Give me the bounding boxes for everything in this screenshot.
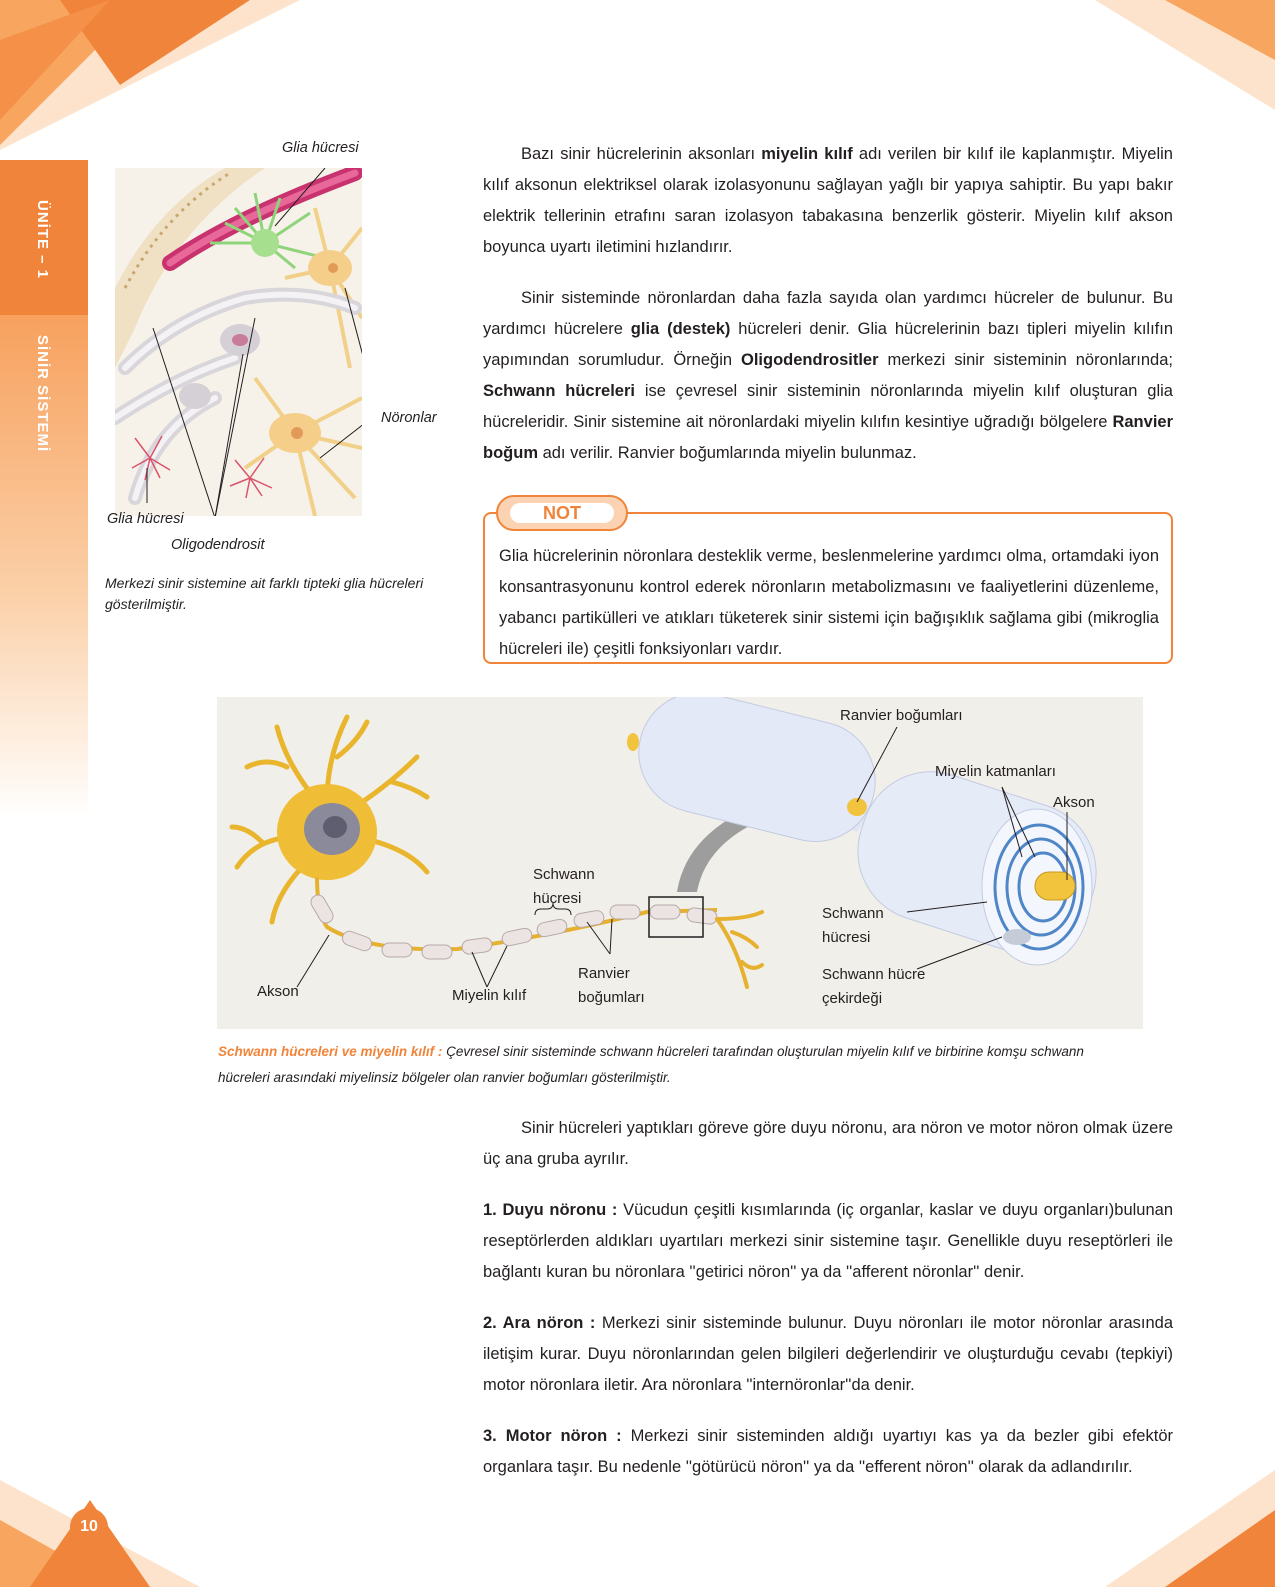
figure2-caption-text: Çevresel sinir sisteminde schwann hücreleri tarafından oluşturulan miyelin kılıf ve birbirine komşu schwann hücreleri arasındaki miyelinsiz bölgeler olan ranvier boğumları gösterilmiştir. (218, 1044, 1084, 1085)
corner-decoration-top-right (1095, 0, 1275, 110)
corner-decoration-top-left (0, 0, 300, 150)
label-ranvier-top: Ranvier boğumları (840, 707, 963, 724)
label-schwann-cell-right: Schwann hücresi (822, 905, 884, 946)
paragraph-glia: Sinir sisteminde nöronlardan daha fazla sayıda olan yardımcı hücreler de bulunur. Bu yardımcı hücrelere glia (destek) hücreleri denir. Glia hücrelerinin bazı tipleri miyelin kılıfın yapımından sorumludur. Örneğin Oligodendrositler merkezi sinir sisteminin nöronlarında; Schwann hücreleri ise çevresel sinir sisteminin nöronlarında miyelin kılıf oluşturan glia hücreleridir. Sinir sistemine ait nöronlardaki miyelin kılıfın kesintiye uğradığı bölgelere Ranvier boğum adı verilir. Ranvier boğumlarında miyelin bulunmaz. (483, 289, 1174, 462)
page-number: 10 (70, 1508, 108, 1546)
chapter-sidebar (0, 160, 88, 820)
label-oligodendrocyte: Oligodendrosit (171, 537, 265, 553)
paragraph-motor-neuron: 3. Motor nöron : Merkezi sinir sisteminden aldığı uyartıyı kas ya da bezler gibi efektör organlara taşır. Bu nedenle ''götürücü nöron'' ya da ''efferent nöron'' olarak da adlandırılır. (483, 1427, 1173, 1476)
figure2-caption-title: Schwann hücreleri ve miyelin kılıf : (218, 1044, 443, 1059)
paragraph-myelin: Bazı sinir hücrelerinin aksonları miyelin kılıf adı verilen bir kılıf ile kaplanmıştır. Miyelin kılıf aksonun elektriksel olarak izolasyonunu sağlayan yağlı bir yapıya sahiptir. Bu yapı bakır elektrik tellerinin etrafını saran izolasyon tabakasına benzerlik gösterir. Miyelin kılıf akson boyunca uyartı iletimini hızlandırır. (483, 145, 1173, 256)
label-akson-right: Akson (1053, 794, 1095, 811)
paragraph-interneuron: 2. Ara nöron : Merkezi sinir sisteminde bulunur. Duyu nöronları ile motor nöronlar arasında iletişim kurar. Duyu nöronlarından gelen bilgileri değerlendirir ve oluşturduğu cevabı (tepkiyi) motor nöronlara iletir. Ara nöronlara ''internöronlar''da denir. (483, 1314, 1173, 1394)
note-tab (496, 495, 628, 531)
label-schwann-nucleus: Schwann hücre çekirdeği (822, 966, 926, 1007)
paragraph-neuron-types: Sinir hücreleri yaptıkları göreve göre duyu nöronu, ara nöron ve motor nöron olmak üzere üç ana gruba ayrılır. (483, 1119, 1173, 1168)
label-neurons: Nöronlar (381, 410, 437, 426)
chapter-tab (0, 315, 88, 820)
note-text: Glia hücrelerinin nöronlara desteklik verme, beslenmelerine yardımcı olma, ortamdaki iyon konsantrasyonunu kontrol ederek nöronların metabolizmasını ve faaliyetlerini düzenleme, yabancı partikülleri ve atıkları tüketerek sinir sistemi için bağışıklık sağlama gibi (mikroglia hücreleri ile) çeşitli fonksiyonları vardır. (499, 547, 1159, 658)
chapter-label: SİNİR SİSTEMİ (34, 335, 51, 453)
figure2-caption (218, 1039, 1138, 1091)
label-ranvier-left: Ranvier boğumları (578, 965, 645, 1006)
label-myelin-layers: Miyelin katmanları (935, 763, 1056, 780)
paragraph-sensory-neuron: 1. Duyu nöronu : Vücudun çeşitli kısımlarında (iç organlar, kaslar ve duyu organları)bulunan reseptörlerden aldıkları uyartıları merkezi sinir sistemine taşır. Genellikle duyu reseptörleri ile bağlantı kuran bu nöronlara ''getirici nöron'' ya da ''afferent nöronlar'' denir. (483, 1201, 1174, 1281)
figure1-caption: Merkezi sinir sistemine ait farklı tipteki glia hücreleri gösterilmiştir. (105, 575, 424, 612)
glia-illustration (115, 168, 362, 516)
schwann-myelin-figure (217, 697, 1143, 1029)
unit-tab (0, 160, 88, 315)
note-label: NOT (510, 503, 614, 523)
label-myelin-sheath: Miyelin kılıf (452, 987, 527, 1004)
unit-label: ÜNİTE – 1 (34, 200, 51, 280)
label-glia-top: Glia hücresi (282, 140, 359, 156)
label-glia-bottom: Glia hücresi (107, 511, 184, 527)
label-akson-left: Akson (257, 983, 299, 1000)
label-schwann-cell: Schwann hücresi (533, 866, 595, 907)
corner-decoration-bottom-right (1105, 1470, 1275, 1587)
